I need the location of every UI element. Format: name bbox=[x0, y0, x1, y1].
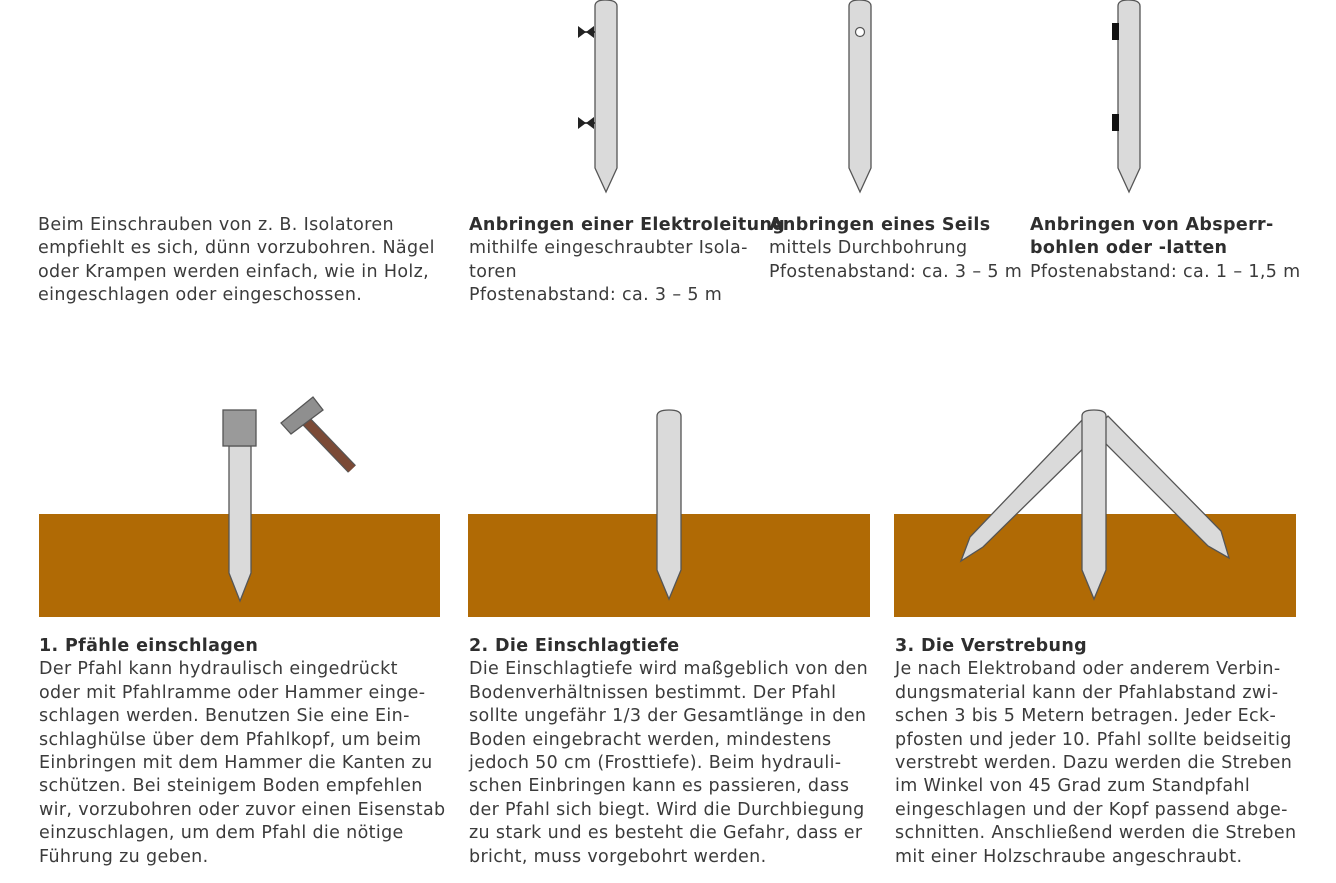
bracket-icon bbox=[1112, 23, 1119, 40]
text-line: Einbringen mit dem Hammer die Kanten zu bbox=[39, 753, 433, 774]
text-line: schnitten. Anschließend werden die Streben bbox=[895, 823, 1297, 844]
text-line: Je nach Elektroband oder anderem Verbin- bbox=[895, 659, 1281, 680]
text-line: Pfostenabstand: ca. 3 – 5 m bbox=[469, 285, 723, 306]
text-line: Pfostenabstand: ca. 3 – 5 m bbox=[769, 261, 1023, 282]
text-line: Führung zu geben. bbox=[39, 846, 209, 867]
text-line: Beim Einschrauben von z. B. Isolatoren bbox=[38, 215, 394, 235]
insulator-icon bbox=[578, 26, 595, 38]
post-with-hole-icon bbox=[849, 0, 871, 192]
text-line: schen 3 bis 5 Metern betragen. Jeder Eck- bbox=[895, 706, 1277, 727]
text-line: mithilfe eingeschraubter Isola- bbox=[469, 238, 748, 259]
text-line: wir, vorzubohren oder zuvor einen Eisenstab bbox=[39, 799, 446, 820]
step-heading: 3. Die Verstrebung bbox=[895, 636, 1088, 656]
text-line: Die Einschlagtiefe wird maßgeblich von den bbox=[469, 659, 869, 680]
text-line: Der Pfahl kann hydraulisch eingedrückt bbox=[39, 659, 398, 680]
text-line: eingeschlagen und der Kopf passend abge- bbox=[895, 799, 1288, 820]
caption-heading: bohlen oder -latten bbox=[1030, 238, 1228, 259]
text-line: jedoch 50 cm (Frosttiefe). Beim hydrauli- bbox=[469, 753, 842, 774]
text-line: pfosten und jeder 10. Pfahl sollte beidseitig bbox=[895, 729, 1292, 750]
text-line: mittels Durchbohrung bbox=[769, 238, 968, 259]
rope-caption bbox=[769, 214, 1022, 284]
text-line: Boden eingebracht werden, mindestens bbox=[469, 729, 832, 750]
text-line: sollte ungefähr 1/3 der Gesamtlänge in den bbox=[469, 706, 867, 727]
drill-hole-icon bbox=[856, 28, 865, 37]
text-line: dungsmaterial kann der Pfahlabstand zwi- bbox=[895, 682, 1279, 703]
caption-heading: Anbringen eines Seils bbox=[769, 215, 991, 235]
impact-sleeve-icon bbox=[223, 410, 256, 446]
step-heading: 2. Die Einschlagtiefe bbox=[469, 636, 680, 656]
text-line: schlaghülse über dem Pfahlkopf, um beim bbox=[39, 729, 422, 750]
step-2-text bbox=[469, 635, 868, 869]
barrier-caption bbox=[1030, 214, 1301, 284]
text-line: bricht, muss vorgebohrt werden. bbox=[469, 846, 767, 867]
bracket-icon bbox=[1112, 114, 1119, 131]
intro-text bbox=[38, 214, 435, 308]
step-1-text bbox=[39, 635, 446, 869]
text-line: schlagen werden. Benutzen Sie eine Ein- bbox=[39, 706, 410, 727]
text-line: empfiehlt es sich, dünn vorzubohren. Nägel bbox=[38, 238, 435, 259]
caption-heading: Anbringen von Absperr- bbox=[1030, 215, 1274, 235]
text-line: im Winkel von 45 Grad zum Standpfahl bbox=[895, 776, 1251, 797]
text-line: einzuschlagen, um dem Pfahl die nötige bbox=[39, 823, 404, 844]
electric-wire-caption bbox=[469, 214, 785, 308]
step-3-text bbox=[895, 635, 1296, 869]
caption-heading: Anbringen einer Elektroleitung bbox=[469, 215, 786, 235]
insulator-icon bbox=[578, 117, 595, 129]
driven-post-icon bbox=[657, 410, 681, 599]
text-line: eingeschlagen oder eingeschossen. bbox=[38, 285, 363, 306]
hammer-icon bbox=[281, 397, 352, 469]
text-line: toren bbox=[469, 261, 517, 282]
text-line: der Pfahl sich biegt. Wird die Durchbiegung bbox=[469, 799, 865, 820]
post-with-insulators-icon bbox=[578, 0, 617, 192]
text-line: schützen. Bei steinigem Boden empfehlen bbox=[39, 776, 423, 797]
text-line: Pfostenabstand: ca. 1 – 1,5 m bbox=[1030, 261, 1301, 282]
text-line: zu stark und es besteht die Gefahr, dass er bbox=[469, 823, 863, 844]
step-heading: 1. Pfähle einschlagen bbox=[39, 636, 259, 656]
text-line: Bodenverhältnissen bestimmt. Der Pfahl bbox=[469, 682, 837, 703]
post-with-brackets-icon bbox=[1112, 0, 1140, 192]
text-line: schen Einbringen kann es passieren, dass bbox=[469, 776, 850, 797]
text-line: oder Krampen werden einfach, wie in Holz, bbox=[38, 261, 430, 282]
text-line: oder mit Pfahlramme oder Hammer einge- bbox=[39, 682, 426, 703]
text-line: verstrebt werden. Dazu werden die Streben bbox=[895, 753, 1293, 774]
text-line: mit einer Holzschraube angeschraubt. bbox=[895, 846, 1243, 867]
